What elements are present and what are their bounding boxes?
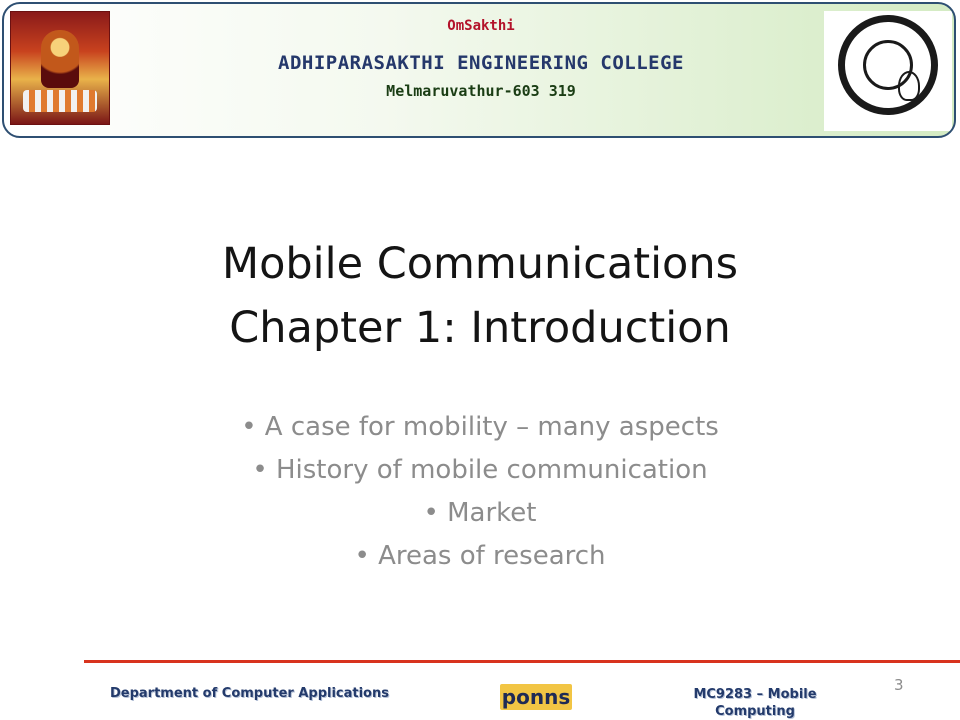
- department-label: Department of Computer Applications: [110, 686, 389, 701]
- course-line-1: MC9283 – Mobile: [693, 687, 817, 702]
- topic-item: • Areas of research: [354, 541, 606, 571]
- title-line-2: Chapter 1: Introduction: [229, 303, 731, 353]
- header-banner: [2, 2, 956, 138]
- topic-list: [0, 406, 960, 578]
- college-location: Melmaruvathur-603 319: [386, 82, 576, 100]
- seal-emblem-icon: [898, 71, 920, 101]
- college-seal-logo: [824, 11, 952, 131]
- seal-outer-ring: [838, 15, 938, 115]
- topic-item: • A case for mobility – many aspects: [241, 412, 719, 442]
- page-number: 3: [894, 676, 904, 694]
- college-name: ADHIPARASAKTHI ENGINEERING COLLEGE: [278, 52, 684, 74]
- omsakthi-text: OmSakthi: [447, 18, 515, 34]
- topic-item: • History of mobile communication: [252, 455, 708, 485]
- topic-item: • Market: [423, 498, 537, 528]
- course-line-2: Computing: [715, 704, 795, 719]
- title-line-1: Mobile Communications: [221, 239, 739, 289]
- seal-inner-ring: [863, 40, 913, 90]
- slide-title: [0, 232, 960, 360]
- ponns-brand-logo: ponns: [501, 685, 571, 709]
- course-label: [670, 686, 840, 720]
- footer-divider: [84, 660, 960, 663]
